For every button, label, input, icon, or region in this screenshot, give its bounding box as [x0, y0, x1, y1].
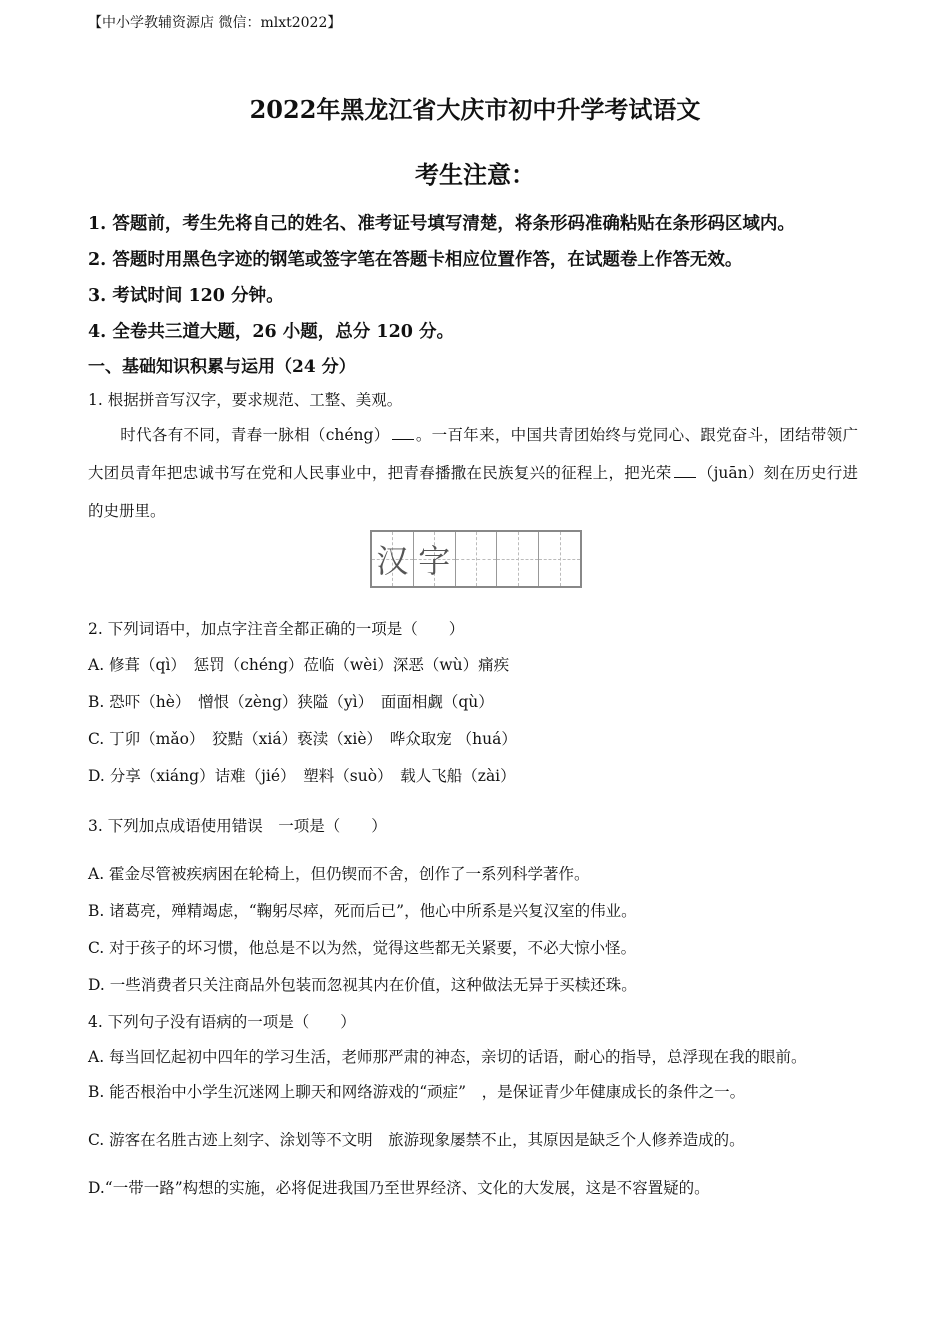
answer-blank-1[interactable] — [392, 425, 414, 440]
question-4-option-b: B. 能否根治中小学生沉迷网上聊天和网络游戏的“顽症” ，是保证青少年健康成长的条件之一。 — [88, 1083, 746, 1101]
passage-part-2: 。一百年来，中国共青团始终与党同心、跟党奋斗，团结带领广大团员青年把忠诚书写在党和人民事业中，把青春播撒在民族复兴的征程上，把光荣 — [88, 426, 858, 482]
question-4-stem: 4. 下列句子没有语病的一项是（ ） — [88, 1013, 356, 1031]
question-2-option-c: C. 丁卯（mǎo） 狡黠（xiá）亵渎（xiè） 哗众取宠 （huá） — [88, 730, 517, 748]
grid-cell-2: 字 — [414, 532, 456, 586]
page-subtitle: 考生注意： — [415, 160, 535, 189]
answer-blank-2[interactable] — [674, 463, 696, 478]
question-1-passage — [88, 416, 858, 530]
question-2-option-b: B. 恐吓（hè） 憎恨（zèng）狭隘（yì） 面面相觑（qù） — [88, 693, 494, 711]
grid-cell-4 — [497, 532, 539, 586]
notice-item-1: 1. 答题前，考生先将自己的姓名、准考证号填写清楚，将条形码准确粘贴在条形码区域内。 — [88, 214, 795, 234]
question-2-option-a: A. 修葺（qì） 惩罚（chéng）莅临（wèi）深恶（wù）痛疾 — [88, 656, 510, 674]
question-4-option-c: C. 游客在名胜古迹上刻字、涂划等不文明 旅游现象屡禁不止，其原因是缺乏个人修养造成的。 — [88, 1131, 745, 1149]
header-note: 【中小学教辅资源店 微信：mlxt2022】 — [88, 15, 342, 31]
passage-part-1: 时代各有不同，青春一脉相（chéng） — [120, 426, 390, 444]
passage-part-3: （juān）刻在历史行进的史册里。 — [88, 464, 858, 520]
question-3-option-a: A. 霍金尽管被疾病困在轮椅上，但仍锲而不舍，创作了一系列科学著作。 — [88, 865, 590, 883]
notice-item-2: 2. 答题时用黑色字迹的钢笔或签字笔在答题卡相应位置作答，在试题卷上作答无效。 — [88, 250, 743, 270]
grid-cell-5 — [539, 532, 580, 586]
question-1-stem: 1. 根据拼音写汉字，要求规范、工整、美观。 — [88, 391, 403, 409]
question-3-stem: 3. 下列加点成语使用错误 一项是（ ） — [88, 817, 387, 835]
section-heading-1: 一、基础知识积累与运用（24 分） — [88, 357, 356, 377]
writing-grid — [370, 530, 582, 588]
question-2-option-d: D. 分享（xiáng）诘难（jié） 塑料（suò） 载人飞船（zài） — [88, 767, 516, 785]
grid-cell-1: 汉 — [372, 532, 414, 586]
question-4-option-d: D.“一带一路”构想的实施，必将促进我国乃至世界经济、文化的大发展，这是不容置疑的。 — [88, 1179, 710, 1197]
grid-cell-3 — [456, 532, 498, 586]
question-3-option-c: C. 对于孩子的坏习惯，他总是不以为然，觉得这些都无关紧要，不必大惊小怪。 — [88, 939, 637, 957]
question-3-option-b: B. 诸葛亮，殚精竭虑，“鞠躬尽瘁，死而后已”，他心中所系是兴复汉室的伟业。 — [88, 902, 637, 920]
question-4-option-a: A. 每当回忆起初中四年的学习生活，老师那严肃的神态，亲切的话语，耐心的指导，总浮现在我的眼前。 — [88, 1048, 807, 1066]
question-3-option-d: D. 一些消费者只关注商品外包装而忽视其内在价值，这种做法无异于买椟还珠。 — [88, 976, 637, 994]
page-title: 2022年黑龙江省大庆市初中升学考试语文 — [249, 95, 701, 124]
notice-item-3: 3. 考试时间 120 分钟。 — [88, 286, 284, 306]
notice-item-4: 4. 全卷共三道大题，26 小题，总分 120 分。 — [88, 322, 455, 342]
question-2-stem: 2. 下列词语中，加点字注音全都正确的一项是（ ） — [88, 620, 465, 638]
